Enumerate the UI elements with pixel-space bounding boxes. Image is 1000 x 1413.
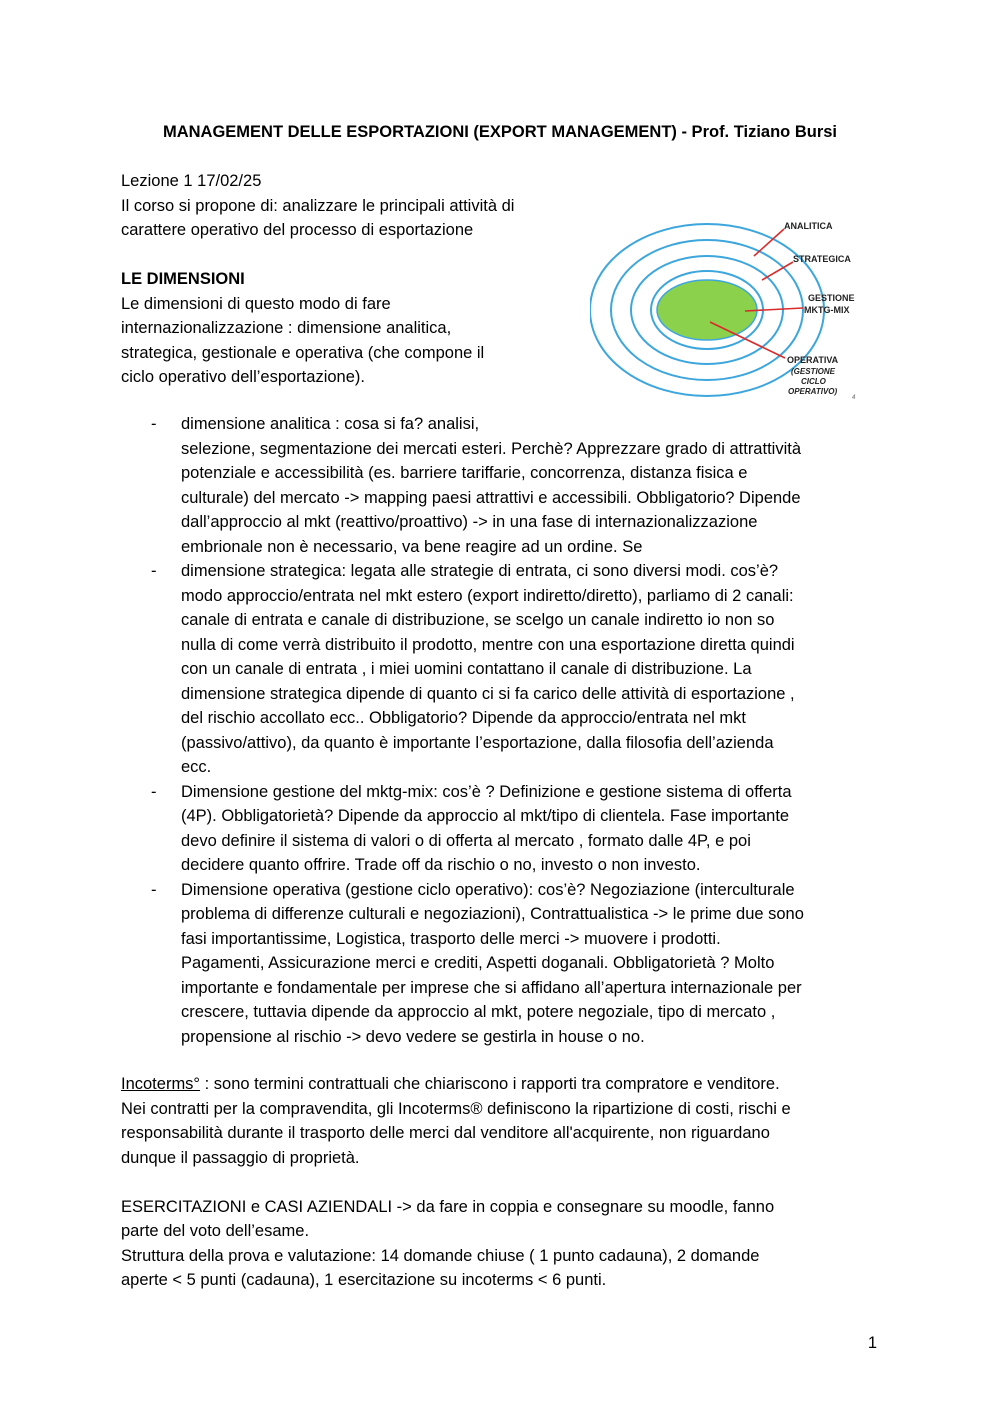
- bullet-dash: -: [151, 782, 157, 801]
- bullet-line: Dimensione operativa (gestione ciclo operativo): cos’è? Negoziazione (interculturale: [181, 880, 795, 899]
- dimension-bullet: [121, 412, 891, 559]
- document-title: MANAGEMENT DELLE ESPORTAZIONI (EXPORT MANAGEMENT) - Prof. Tiziano Bursi: [162, 123, 838, 141]
- label-analitica: ANALITICA: [784, 221, 833, 231]
- bullet-line: decidere quanto offrire. Trade off da rischio o no, investo o non investo.: [181, 856, 701, 874]
- bullet-line: (passivo/attivo), da quanto è importante l’esportazione, dalla filosofia dell’azienda: [181, 733, 774, 752]
- dimension-bullet: [121, 878, 891, 1050]
- lesson-date: Lezione 1 17/02/25: [121, 172, 262, 190]
- exercises-line: ESERCITAZIONI e CASI AZIENDALI -> da fare in coppia e consegnare su moodle, fanno: [121, 1197, 775, 1216]
- arrow-strategica: [762, 262, 793, 280]
- intro-line: Il corso si propone di: analizzare le principali attività di: [121, 196, 515, 215]
- label-operativo: OPERATIVO): [788, 387, 838, 396]
- bullet-line: fasi importantissime, Logistica, trasporto delle merci -> muovere i prodotti.: [181, 929, 721, 948]
- bullet-line: del rischio accollato ecc.. Obbligatorio? Dipende da approccio/entrata nel mkt: [181, 709, 746, 727]
- incoterms-line: Nei contratti per la compravendita, gli Incoterms® definiscono la ripartizione di costi, rischi e: [121, 1099, 791, 1118]
- label-ciclo: CICLO: [801, 377, 826, 386]
- ring-core: [657, 280, 757, 340]
- incoterms-block: [121, 1072, 891, 1293]
- label-gestione-ciclo: (GESTIONE: [791, 367, 836, 376]
- exercises-line: parte del voto dell’esame.: [121, 1222, 310, 1240]
- incoterms-line: dunque il passaggio di proprietà.: [121, 1148, 360, 1167]
- label-gestione: GESTIONE: [808, 293, 855, 303]
- incoterms-text: : sono termini contrattuali che chiariscono i rapporti tra compratore e venditore.: [200, 1075, 780, 1093]
- label-strategica: STRATEGICA: [793, 254, 851, 264]
- dimension-bullet: [121, 559, 891, 780]
- dimensions-list: [121, 412, 891, 1049]
- section-heading: LE DIMENSIONI: [121, 270, 245, 288]
- dimensions-line: Le dimensioni di questo modo di fare: [121, 294, 391, 313]
- bullet-line: canale di entrata e canale di distribuzione, se scelgo un canale indiretto io non so: [181, 611, 775, 629]
- bullet-line: modo approccio/entrata nel mkt estero (export indiretto/diretto), parliamo di 2 canali:: [181, 586, 794, 605]
- bullet-line: dimensione strategica: legata alle strategie di entrata, ci sono diversi modi. cos’è?: [181, 562, 779, 580]
- dimensions-line: ciclo operativo dell’esportazione).: [121, 368, 365, 386]
- bullet-line: propensione al rischio -> devo vedere se gestirla in house o no.: [181, 1027, 645, 1046]
- incoterms-term: Incoterms°: [121, 1075, 201, 1093]
- label-mktg-mix: MKTG-MIX: [804, 305, 850, 315]
- page-number: 1: [867, 1334, 877, 1352]
- dimensions-line: internazionalizzazione : dimensione analitica,: [121, 319, 452, 337]
- incoterms-paragraph: [121, 1072, 891, 1097]
- bullet-line: Pagamenti, Assicurazione merci e crediti, Aspetti doganali. Obbligatorietà ? Molto: [181, 954, 775, 972]
- bullet-line: embrionale non è necessario, va bene reagire ad un ordine. Se: [181, 537, 643, 556]
- intro-block: [121, 169, 571, 390]
- bullet-line: dimensione strategica dipende di quanto ci si fa carico delle attività di esportazione ,: [181, 684, 795, 703]
- dimension-bullet: [121, 780, 891, 878]
- bullet-line: dall’approccio al mkt (reattivo/proattivo) -> in una fase di internazionalizzazione: [181, 513, 758, 531]
- exam-structure-line: Struttura della prova e valutazione: 14 domande chiuse ( 1 punto cadauna), 2 domande: [121, 1246, 760, 1265]
- bullet-dash: -: [151, 562, 157, 580]
- bullet-line: Dimensione gestione del mktg-mix: cos’è ? Definizione e gestione sistema di offerta: [181, 782, 792, 801]
- bullet-line: devo definire il sistema di valori o di offerta al mercato , formato dalle 4P, e poi: [181, 831, 751, 850]
- incoterms-line: responsabilità durante il trasporto delle merci dal venditore all'acquirente, non riguardano: [121, 1124, 770, 1142]
- bullet-line: dimensione analitica : cosa si fa? analisi,: [181, 415, 480, 433]
- dimensions-diagram: [590, 212, 870, 407]
- bullet-line: (4P). Obbligatorietà? Dipende da approccio al mkt/tipo di clientela. Fase importante: [181, 807, 790, 825]
- bullet-line: nulla di come verrà distribuito il prodotto, mentre con una esportazione diretta quindi: [181, 635, 795, 654]
- label-operativa: OPERATIVA: [787, 355, 839, 365]
- dimensions-line: strategica, gestionale e operativa (che compone il: [121, 343, 485, 362]
- bullet-line: ecc.: [181, 758, 212, 776]
- corner-number: 4: [852, 395, 856, 401]
- intro-line: carattere operativo del processo di esportazione: [121, 221, 474, 239]
- bullet-dash: -: [151, 415, 157, 433]
- bullet-line: importante e fondamentale per imprese che si affidano all’apertura internazionale per: [181, 978, 802, 997]
- concentric-rings-figure: [590, 212, 870, 407]
- bullet-line: problema di differenze culturali e negoziazioni), Contrattualistica -> le prime due sono: [181, 905, 804, 923]
- bullet-line: selezione, segmentazione dei mercati esteri. Perchè? Apprezzare grado di attrattività: [181, 439, 801, 458]
- bullet-line: potenziale e accessibilità (es. barriere tariffarie, concorrenza, distanza fisica e: [181, 464, 748, 482]
- bullet-line: crescere, tuttavia dipende da approccio al mkt, potere negoziale, tipo di mercato ,: [181, 1003, 776, 1021]
- bullet-line: con un canale di entrata , i miei uomini contattano il canale di distribuzione. La: [181, 660, 752, 678]
- bullet-line: culturale) del mercato -> mapping paesi attrattivi e accessibili. Obbligatorio? Dipende: [181, 488, 801, 507]
- exam-structure-line: aperte < 5 punti (cadauna), 1 esercitazione su incoterms < 6 punti.: [121, 1271, 607, 1289]
- bullet-dash: -: [151, 880, 157, 899]
